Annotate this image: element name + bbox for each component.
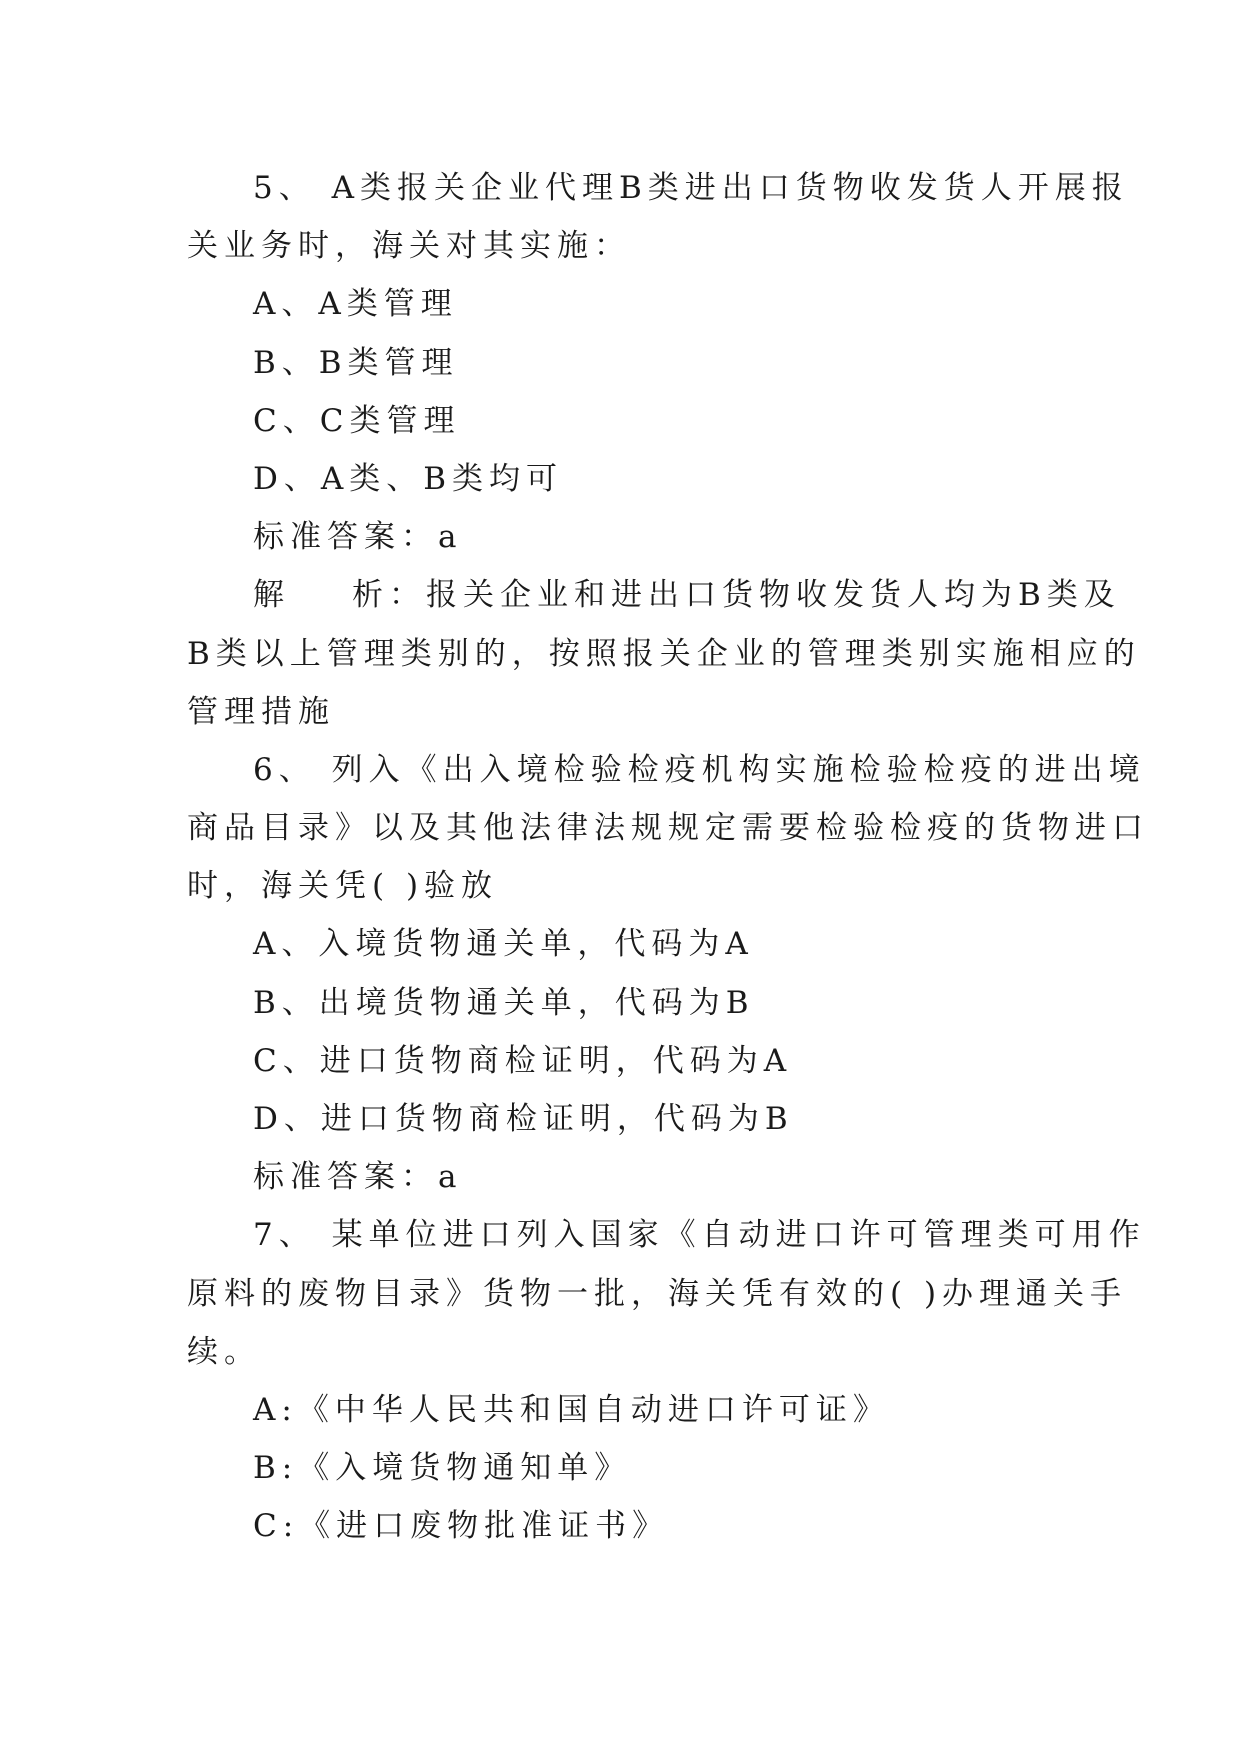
question-6-stem-line-3: 时，海关凭( )验放 bbox=[187, 868, 499, 905]
question-5-analysis-line-3: 管理措施 bbox=[187, 693, 335, 730]
question-6-option-b: B、出境货物通关单，代码为B bbox=[253, 984, 755, 1021]
document-body bbox=[187, 159, 1149, 1556]
question-5-analysis-line-2: B类以上管理类别的，按照报关企业的管理类别实施相应的 bbox=[187, 635, 1141, 672]
question-6-option-c: C、进口货物商检证明，代码为A bbox=[253, 1042, 793, 1079]
question-5-answer: 标准答案：a bbox=[253, 519, 463, 556]
analysis-text: 析：报关企业和进出口货物收发货人均为B类及 bbox=[352, 577, 1121, 614]
question-6-stem-line-2: 商品目录》以及其他法律法规规定需要检验检疫的货物进口 bbox=[187, 810, 1149, 847]
question-6-option-a: A、入境货物通关单，代码为A bbox=[253, 926, 754, 963]
analysis-label: 解 bbox=[253, 577, 290, 614]
question-7-option-b: B:《入境货物通知单》 bbox=[253, 1450, 632, 1487]
question-5-stem-line-2: 关业务时，海关对其实施： bbox=[187, 228, 631, 265]
question-5-analysis-line-1 bbox=[187, 566, 1121, 624]
question-7-option-a: A:《中华人民共和国自动进口许可证》 bbox=[253, 1391, 890, 1428]
question-7-stem-line-1: 7、 某单位进口列入国家《自动进口许可管理类可用作 bbox=[253, 1217, 1146, 1254]
question-7-option-c: C:《进口废物批准证书》 bbox=[253, 1508, 670, 1545]
question-5-option-c: C、C类管理 bbox=[253, 402, 461, 439]
question-7-stem-line-2: 原料的废物目录》货物一批，海关凭有效的( )办理通关手 bbox=[187, 1275, 1128, 1312]
question-5-option-b: B、B类管理 bbox=[253, 344, 459, 381]
question-6-answer: 标准答案：a bbox=[253, 1159, 463, 1196]
question-5-option-d: D、A类、B类均可 bbox=[253, 460, 564, 497]
question-6-stem-line-1: 6、 列入《出入境检验检疫机构实施检验检疫的进出境 bbox=[253, 751, 1146, 788]
question-5-stem-line-1: 5、 A类报关企业代理B类进出口货物收发货人开展报 bbox=[253, 170, 1129, 206]
question-6-option-d: D、进口货物商检证明，代码为B bbox=[253, 1101, 794, 1137]
question-5-option-a: A、A类管理 bbox=[253, 286, 458, 323]
question-7-stem-line-3: 续。 bbox=[187, 1333, 261, 1370]
